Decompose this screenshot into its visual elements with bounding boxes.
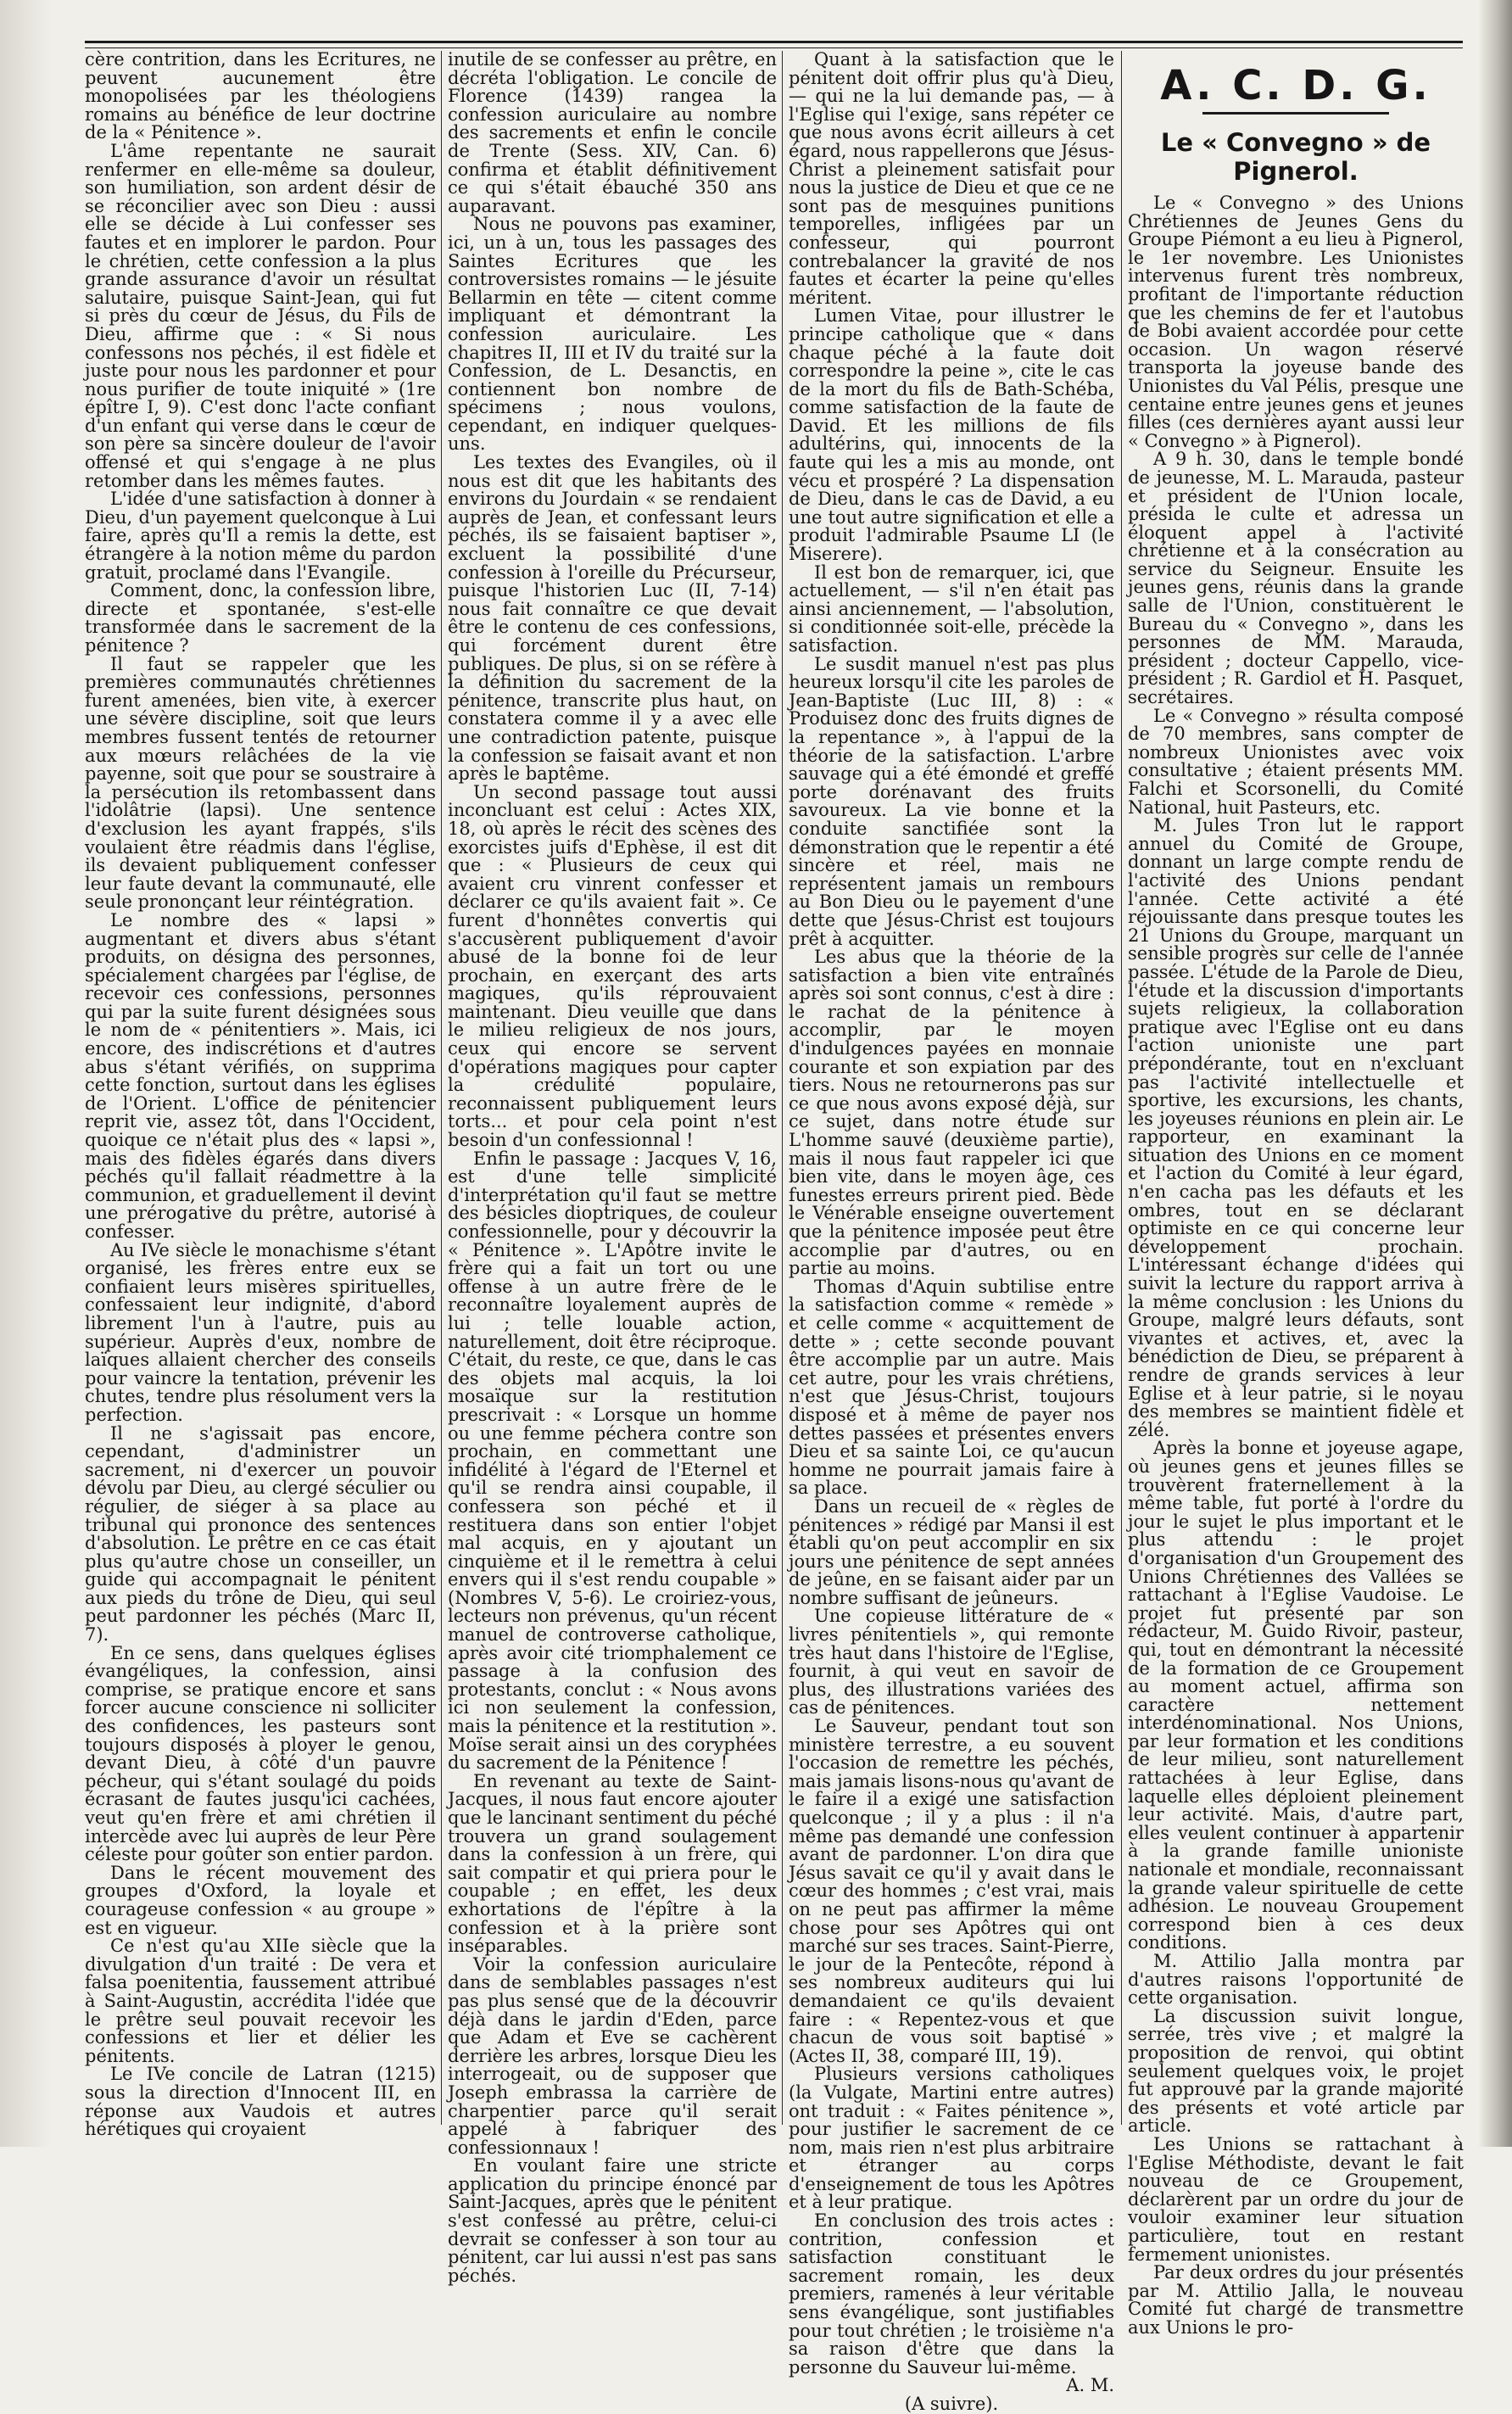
paragraph: cère contrition, dans les Ecritures, ne peuvent aucunement être monopolisées par les théologiens romains au bénéfice de leur doctrine de la « Pénitence ».: [85, 49, 436, 143]
paragraph: Dans le récent mouvement des groupes d'Oxford, la loyale et courageuse confession « au groupe » est en vigueur.: [85, 1862, 436, 1938]
paragraph: Enfin le passage : Jacques V, 16, est d'une telle simplicité d'interprétation qu'il faut se mettre des bésicles dioptriques, de couleur confessionnelle, pour y découvrir la « Pénitence ». L'Apôtre invite le frère qui a fait un tort ou une offense à un autre frère de le reconnaître loyalement auprès de lui ; telle louable action, naturellement, doit être réciproque. C'était, du reste, ce que, dans le cas des objets mal acquis, la loi mosaïque sur la restitution prescrivait : « Lorsque un homme ou une femme péchera contre son prochain, en commettant une infidélité à l'égard de l'Eternel et qu'il se rendra ainsi coupable, il confessera son péché et il restituera dans son entier l'objet mal acquis, en y ajoutant un cinquième et il le remettra à celui envers qui il s'est rendu coupable » (Nombres V, 5-6). Le croiriez-vous, lecteurs non prévenus, qu'un récent manuel de controverse catholique, après avoir cité triomphalement ce passage à la confusion des protestants, conclut : « Nous avons ici non seulement la confession, mais la pénitence et la restitution ». Moïse serait ainsi un des coryphées du sacrement de la Pénitence !: [448, 1148, 777, 1774]
paragraph: Il est bon de remarquer, ici, que actuellement, — s'il n'en était pas ainsi anciennement, — l'absolution, si conditionnée soit-elle, précède la satisfaction.: [789, 562, 1114, 656]
paragraph: M. Attilio Jalla montra par d'autres raisons l'opportunité de cette organisation.: [1128, 1951, 1464, 2009]
paragraph: L'âme repentante ne saurait renfermer en elle-même sa douleur, son humiliation, son ardent désir de se réconcilier avec son Dieu : aussi elle se décide à Lui confesser ses fautes et en implorer le pardon. Pour le chrétien, cette confession a la plus grande assurance d'avoir un résultat salutaire, puisque Saint-Jean, qui fut si près du cœur de Jésus, du Fils de Dieu, affirme que : « Si nous confessons nos péchés, il est fidèle et juste pour nous les pardonner et pour nous purifier de toute iniquité » (1re épître I, 9). C'est donc l'acte confiant d'un enfant qui verse dans le cœur de son père sa sincère douleur de l'avoir offensé et qui s'engage à ne plus retomber dans les mêmes fautes.: [85, 140, 436, 491]
column-3: [789, 49, 1114, 2414]
paragraph: Les textes des Evangiles, où il nous est dit que les habitants des environs du Jourdain « se rendaient auprès de Jean, et confessant leurs péchés, ils se faisaient baptiser », excluent la possibilité d'une confession à l'oreille du Précurseur, puisque l'historien Luc (II, 7-14) nous fait connaître ce que devait être le contenu de ces confessions, qui forcément durent être publiques. De plus, si on se réfère à la définition du sacrement de la pénitence, transcrite plus haut, on constatera comme il y a avec elle une contradiction patente, puisque la confession se faisait avant et non après le baptême.: [448, 452, 777, 785]
paragraph: Il faut se rappeler que les premières communautés chrétiennes furent amenées, bien vite, à exercer une sévère discipline, soit que leurs membres fussent tentés de retourner aux mœurs relâchées de la vie payenne, soit que pour se soustraire à la persécution ils retombassent dans l'idolâtrie (lapsi). Une sentence d'exclusion les ayant frappés, s'ils voulaient être réadmis dans l'église, ils devaient publiquement confesser leur faute devant la communauté, elle seule prononçant leur réintégration.: [85, 653, 436, 913]
top-rule-thin: [85, 47, 1463, 48]
paragraph: Lumen Vitae, pour illustrer le principe catholique que « dans chaque péché à la faute doit correspondre la peine », cite le cas de la mort du fils de Bath-Schéba, comme satisfaction de la faute de David. Et les millions de fils adultérins, qui, innocents de la faute qui les a mis au monde, ont vécu et prospéré ? La dispensation de Dieu, dans le cas de David, a eu une tout autre signification et elle a produit l'admirable Psaume LI (le Miserere).: [789, 305, 1114, 565]
paragraph: Le « Convegno » résulta composé de 70 membres, sans compter de nombreux Unionistes avec voix consultative ; étaient présents MM. Falchi et Scorsonelli, du Comité National, huit Pasteurs, etc.: [1128, 705, 1464, 818]
continued-note: (A suivre).: [904, 2394, 999, 2414]
paragraph: Quant à la satisfaction que le pénitent doit offrir plus qu'à Dieu, — qui ne la lui demande pas, — à l'Eglise qui l'exige, sans répéter ce que nous avons écrit ailleurs à cet égard, nous rappellerons que Jésus-Christ a pleinement satisfait pour nous la justice de Dieu et que ce ne sont pas de mesquines punitions temporelles, infligées par un confesseur, qui pourront contrebalancer la gravité de nos fautes et écarter la peine qu'elles méritent.: [789, 49, 1114, 308]
paragraph: En conclusion des trois actes : contrition, confession et satisfaction constituant le sacrement romain, les deux premiers, ramenés à leur véritable sens évangélique, sont justifiables pour tout chrétien ; le troisième n'a sa raison d'être que dans la personne du Sauveur lui-même.: [789, 2210, 1114, 2378]
paragraph: Le nombre des « lapsi » augmentant et divers abus s'étant produits, on désigna des personnes, spécialement chargées par l'église, de recevoir ces confessions, personnes qui par la suite furent désignées sous le nom de « pénitentiers ». Mais, ici encore, des indiscrétions et d'autres abus s'étant vérifiés, on supprima cette fonction, surtout dans les églises de l'Orient. L'office de pénitencier reprit vie, assez tôt, dans l'Occident, quoique ce n'était plus des « lapsi », mais des fidèles égarés dans divers péchés qu'il fallait réadmettre à la communion, et graduellement il devint une prérogative du prêtre, autorisé à confesser.: [85, 909, 436, 1242]
column-divider-2: [782, 51, 783, 2125]
paragraph: Voir la confession auriculaire dans de semblables passages n'est pas plus sensé que de la découvrir déjà dans le jardin d'Eden, parce que Adam et Eve se cachèrent derrière les arbres, lorsque Dieu les interrogeait, ou de supposer que Joseph embrassa la carrière de charpentier parce qu'il serait appelé à fabriquer des confessionnaux !: [448, 1953, 777, 2158]
paragraph: Les abus que la théorie de la satisfaction a bien vite entraînés après soi sont connus, c'est à dire : le rachat de la pénitence à accomplir, par le moyen d'indulgences payées en monnaie courante et son expiation par des tiers. Nous ne retournerons pas sur ce que nous avons exposé déjà, sur ce sujet, dans notre étude sur L'homme sauvé (deuxième partie), mais il nous faut rappeler ici que bien vite, dans le moyen âge, ces funestes erreurs prirent pied. Bède le Vénérable enseigne ouvertement que la pénitence imposée peut être accomplie par d'autres, ou en partie au moins.: [789, 947, 1114, 1279]
paragraph: Le susdit manuel n'est pas plus heureux lorsqu'il cite les paroles de Jean-Baptiste (Luc III, 8) : « Produisez donc des fruits dignes de la repentance », à l'appui de la théorie de la satisfaction. L'arbre sauvage qui a été émondé et greffé porte dorénavant des fruits savoureux. La vie bonne et la conduite sanctifiée sont la démonstration que le repentir a été sincère et réel, mais ne représentent jamais un rembours au Bon Dieu ou le payement d'une dette que Jésus-Christ est toujours prêt à acquitter.: [789, 653, 1114, 949]
paragraph: En ce sens, dans quelques églises évangéliques, la confession, ainsi comprise, se pratique encore et sans forcer aucune conscience ni solliciter des confidences, les pasteurs sont toujours disposés à ployer le genou, devant Dieu, à côté d'un pauvre pécheur, qui s'étant soulagé du poids écrasant de fautes jusqu'ici cachées, veut qu'en frère et ami chrétien il intercède avec lui auprès de leur Père céleste pour goûter son entier pardon.: [85, 1642, 436, 1865]
paragraph: Le IVe concile de Latran (1215) sous la direction d'Innocent III, en réponse aux Vaudois et autres hérétiques qui croyaient: [85, 2064, 436, 2140]
paragraph: M. Jules Tron lut le rapport annuel du Comité de Groupe, donnant un large compte rendu de l'activité des Unions pendant l'année. Cette activité a été réjouissante dans presque toutes les 21 Unions du Groupe, marquant un sensible progrès sur celle de l'année passée. L'étude de la Parole de Dieu, l'étude et la discussion d'importants sujets religieux, la collaboration pratique avec l'Eglise ont eu dans l'action unioniste une part prépondérante, tout en n'excluant pas l'activité intellectuelle et sportive, les excursions, les chants, les joyeuses réunions en plein air. Le rapporteur, en examinant la situation des Unions en ce moment et l'action du Comité à leur égard, n'en cacha pas les défauts et les ombres, tout en se déclarant optimiste en ce qui concerne leur développement prochain. L'intéressant échange d'idées qui suivit la lecture du rapport arriva à la même conclusion : les Unions du Groupe, malgré leurs défauts, sont vivantes et actives, et, avec la bénédiction de Dieu, se préparent à rendre de grands services à leur Eglise et à leur patrie, si le noyau des membres se maintient fidèle et zélé.: [1128, 815, 1464, 1440]
paragraph: Nous ne pouvons pas examiner, ici, un à un, tous les passages des Saintes Ecritures que les controversistes romains — le jésuite Bellarmin en tête — citent comme impliquant et démontrant la confession auriculaire. Les chapitres II, III et IV du traité sur la Confession, de L. Desanctis, en contiennent bon nombre de spécimens ; nous voulons, cependant, en indiquer quelques-uns.: [448, 214, 777, 455]
paragraph: Thomas d'Aquin subtilise entre la satisfaction comme « remède » et celle comme « acquittement de dette » ; cette seconde pouvant être accomplie par un autre. Mais cet autre, pour les vrais chrétiens, n'est que Jésus-Christ, toujours disposé et à même de payer nos dettes passées et présentes envers Dieu et sa sainte Loi, ce qu'aucun homme ne pourrait jamais faire à sa place.: [789, 1276, 1114, 1499]
paragraph: Dans un recueil de « règles de pénitences » rédigé par Mansi il est établi qu'on peut accomplir en six jours une pénitence de sept années de jeûne, en se faisant aider par un nombre suffisant de jeûneurs.: [789, 1495, 1114, 1608]
paragraph: Au IVe siècle le monachisme s'étant organisé, les frères entre eux se confiaient leurs misères spirituelles, confessaient leur indignité, d'abord librement l'un à l'autre, puis au supérieur. Auprès d'eux, nombre de laïques allaient chercher des conseils pour vaincre la tentation, prévenir les chutes, tendre plus résolument vers la perfection.: [85, 1239, 436, 1425]
paragraph: L'idée d'une satisfaction à donner à Dieu, d'un payement quelconque à Lui faire, après qu'Il a remis la dette, est étrangère à la notion même du pardon gratuit, proclamé dans l'Evangile.: [85, 489, 436, 583]
paragraph: Comment, donc, la confession libre, directe et spontanée, s'est-elle transformée dans le sacrement de la pénitence ?: [85, 580, 436, 656]
top-rule: [85, 41, 1463, 43]
paragraph: Plusieurs versions catholiques (la Vulgate, Martini entre autres) ont traduit : « Faites pénitence », pour justifier le sacrement de ce nom, mais rien n'est plus arbitraire et étranger au corps d'enseignement de tous les Apôtres et à leur pratique.: [789, 2064, 1114, 2213]
section-title: A. C. D. G.: [1160, 62, 1431, 109]
paragraph: En revenant au texte de Saint-Jacques, il nous faut encore ajouter que le lancinant sentiment du péché trouvera un grand soulagement dans la confession à un frère, qui sait compatir et qui priera pour le coupable ; en effet, les deux exhortations de l'épître à la confession et à la prière sont inséparables.: [448, 1770, 777, 1957]
paragraph: La discussion suivit longue, serrée, très vive ; et malgré la proposition de renvoi, qui obtint seulement quelques voix, le projet fut approuvé par la grande majorité des présents et voté article par article.: [1128, 2005, 1464, 2137]
paragraph: inutile de se confesser au prêtre, en décréta l'obligation. Le concile de Florence (1439) rangea la confession auriculaire au nombre des sacrements et enfin le concile de Trente (Sess. XIV, Can. 6) confirma et établit définitivement ce qui s'était ébauché 350 ans auparavant.: [448, 49, 777, 216]
paragraph: Une copieuse littérature de « livres pénitentiels », qui remonte très haut dans l'histoire de l'Eglise, fournit, à qui veut en savoir de plus, des illustrations variées des cas de pénitences.: [789, 1606, 1114, 1718]
column-divider-1: [441, 51, 442, 2125]
paragraph: A 9 h. 30, dans le temple bondé de jeunesse, M. L. Marauda, pasteur et président de l'Union locale, présida le culte et adressa un éloquent appel à l'activité chrétienne et à la consécration au service du Seigneur. Ensuite les jeunes gens, réunis dans la grande salle de l'Union, constituèrent le Bureau du « Convegno », dans les personnes de MM. Marauda, président ; docteur Cappello, vice-président ; R. Gardiol et H. Pasquet, secrétaires.: [1128, 449, 1464, 708]
paragraph: En voulant faire une stricte application du principe énoncé par Saint-Jacques, après que le pénitent s'est confessé au prêtre, celui-ci devrait se confesser à son tour au pénitent, car lui aussi n'est pas sans péchés.: [448, 2155, 777, 2286]
paragraph: Par deux ordres du jour présentés par M. Attilio Jalla, le nouveau Comité fut chargé de transmettre aux Unions le pro-: [1128, 2262, 1464, 2338]
column-1: [85, 49, 436, 2140]
paragraph: Il ne s'agissait pas encore, cependant, d'administrer un sacrement, ni d'exercer un pouvoir dévolu par Dieu, au clergé séculier ou régulier, de siéger à sa place au tribunal qui prononce des sentences d'absolution. Le prêtre en ce cas était plus qu'autre chose un conseiller, un guide qui accompagnait le pénitent aux pieds du trône de Dieu, qui seul peut pardonner les péchés (Marc II, 7).: [85, 1422, 436, 1646]
paragraph: Le « Convegno » des Unions Chrétiennes de Jeunes Gens du Groupe Piémont a eu lieu à Pignerol, le 1er novembre. Les Unionistes intervenus furent très nombreux, profitant de l'importante réduction que les chemins de fer et l'autobus de Bobi avaient accordée pour cette occasion. Un wagon réservé transporta la joyeuse bande des Unionistes du Val Pélis, presque une centaine entre jeunes gens et jeunes filles (ces dernières ayant aussi leur « Convegno » à Pignerol).: [1128, 193, 1464, 451]
article-headline: Le « Convegno » de Pignerol.: [1160, 128, 1431, 186]
column-divider-3: [1121, 51, 1122, 2125]
paragraph: Les Unions se rattachant à l'Eglise Méthodiste, devant le fait nouveau de ce Groupement, déclarèrent par un ordre du jour de vouloir examiner leur situation particulière, tout en restant fermement unionistes.: [1128, 2133, 1464, 2265]
column-2: [448, 49, 777, 2286]
page-left-shadow: [0, 0, 51, 2147]
author-signature: A. M.: [1066, 2375, 1114, 2396]
paragraph: Le Sauveur, pendant tout son ministère terrestre, a eu souvent l'occasion de remettre les péchés, mais jamais lisons-nous qu'avant de le faire il a exigé une satisfaction quelconque ; il y a plus : il n'a même pas demandé une confession avant de pardonner. L'on dira que Jésus savait ce qu'il y avait dans le cœur des hommes ; c'est vrai, mais on ne peut pas affirmer la même chose pour ses Apôtres qui ont marché sur ses traces. Saint-Pierre, le jour de la Pentecôte, répond à ses nombreux auditeurs qui lui demandaient ce qu'ils devaient faire : « Repentez-vous et que chacun de vous soit baptisé » (Actes II, 38, comparé III, 19).: [789, 1716, 1114, 2066]
section-underline: [1202, 112, 1389, 115]
page-right-edge: [1478, 0, 1512, 2147]
column-4: [1128, 51, 1464, 2338]
paragraph: Ce n'est qu'au XIIe siècle que la divulgation d'un traité : De vera et falsa poenitentia, faussement attribué à Saint-Augustin, accrédita l'idée que le prêtre seul pouvait recevoir les confessions et lier et délier les pénitents.: [85, 1936, 436, 2066]
paragraph: Un second passage tout aussi inconcluant est celui : Actes XIX, 18, où après le récit des scènes des exorcistes juifs d'Ephèse, il est dit que : « Plusieurs de ceux qui avaient cru vinrent confesser et déclarer ce qu'ils avaient fait ». Ce furent d'honnêtes convertis qui s'accusèrent publiquement d'avoir abusé de la bonne foi de leur prochain, en exerçant des arts magiques, qu'ils réprouvaient maintenant. Dieu veuille que dans le milieu religieux de nos jours, ceux qui encore se servent d'opérations magiques pour capter la crédulité populaire, reconnaissent publiquement leurs torts... et pour cela point n'est besoin d'un confessionnal !: [448, 781, 777, 1151]
paragraph: Après la bonne et joyeuse agape, où jeunes gens et jeunes filles se trouvèrent fraternellement à la même table, fut porté à l'ordre du jour le sujet le plus important et le plus attendu : le projet d'organisation d'un Groupement des Unions Chrétiennes des Vallées se rattachant à l'Eglise Vaudoise. Le projet fut présenté par son rédacteur, M. Guido Rivoir, pasteur, qui, tout en démontrant la nécessité de la formation de ce Groupement au moment actuel, affirma son caractère nettement interdénominational. Nos Unions, par leur formation et les conditions de leur milieu, sont naturellement rattachées à leur Eglise, dans laquelle elles déploient pleinement leur activité. Mais, d'autre part, elles veulent continuer à appartenir à la grande famille unioniste nationale et mondiale, reconnaissant la grande valeur spirituelle de cette adhésion. Le nouveau Groupement correspond bien à ces deux conditions.: [1128, 1438, 1464, 1953]
